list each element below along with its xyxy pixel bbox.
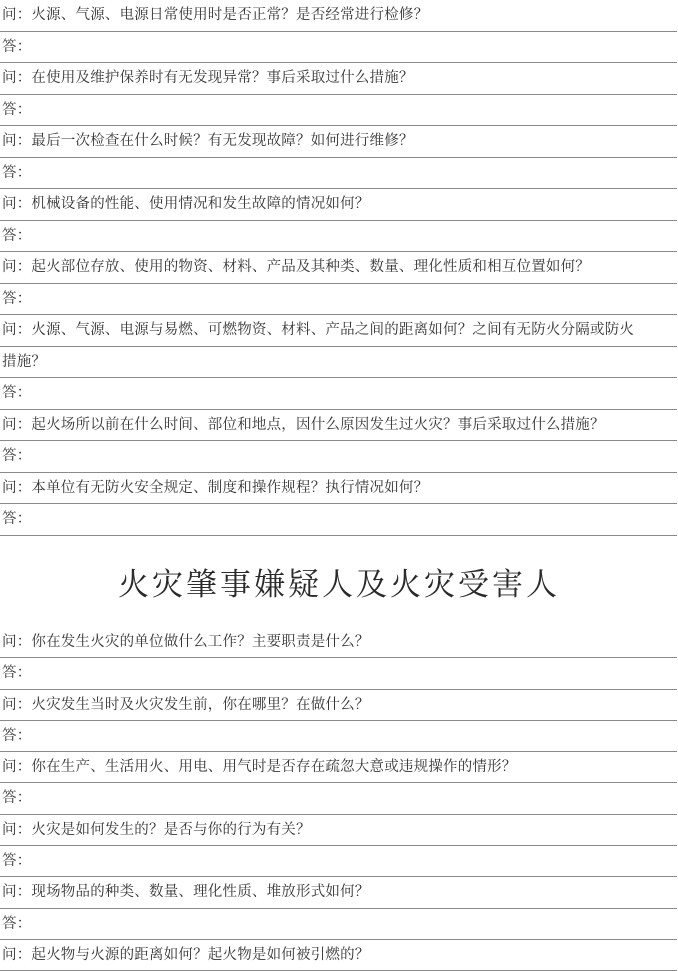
section-suspect-victim-questions bbox=[0, 627, 677, 971]
answer-row[interactable] bbox=[0, 378, 677, 410]
answer-label: 答： bbox=[2, 164, 32, 181]
answer-label: 答： bbox=[2, 727, 32, 744]
question-row bbox=[0, 877, 677, 908]
question-row bbox=[0, 815, 677, 846]
answer-row[interactable] bbox=[0, 846, 677, 877]
question-text: 机械设备的性能、使用情况和发生故障的情况如何？ bbox=[31, 196, 370, 212]
question-label: 问： bbox=[2, 322, 32, 338]
question-text: 火源、气源、电源与易燃、可燃物资、材料、产品之间的距离如何？之间有无防火分隔或防火 bbox=[31, 322, 635, 338]
question-row bbox=[0, 0, 677, 32]
answer-label: 答： bbox=[2, 290, 32, 307]
question-label: 问： bbox=[2, 884, 32, 901]
answer-label: 答： bbox=[2, 853, 32, 870]
answer-row[interactable] bbox=[0, 783, 677, 814]
answer-row[interactable] bbox=[0, 721, 677, 752]
answer-label: 答： bbox=[2, 448, 32, 464]
question-text: 在使用及维护保养时有无发现异常？事后采取过什么措施？ bbox=[31, 70, 414, 86]
question-row-continued bbox=[0, 347, 677, 379]
question-label: 问： bbox=[2, 946, 32, 963]
question-text: 你在生产、生活用火、用电、用气时是否存在疏忽大意或违规操作的情形？ bbox=[31, 759, 517, 776]
answer-label: 答： bbox=[2, 38, 32, 55]
answer-row[interactable] bbox=[0, 441, 677, 473]
question-row bbox=[0, 252, 677, 284]
answer-row[interactable] bbox=[0, 221, 677, 253]
question-text: 火灾发生当时及火灾发生前，你在哪里？在做什么？ bbox=[31, 696, 370, 713]
question-label: 问： bbox=[2, 416, 32, 433]
answer-label: 答： bbox=[2, 227, 32, 244]
question-text: 起火物与火源的距离如何？起火物是如何被引燃的？ bbox=[31, 946, 370, 963]
question-label: 问： bbox=[2, 759, 32, 776]
question-row bbox=[0, 940, 677, 971]
question-text: 最后一次检查在什么时候？有无发现故障？如何进行维修？ bbox=[31, 133, 414, 149]
answer-row[interactable] bbox=[0, 95, 677, 127]
answer-row[interactable] bbox=[0, 32, 677, 64]
question-row bbox=[0, 627, 677, 658]
answer-label: 答： bbox=[2, 915, 32, 932]
question-text: 你在发生火灾的单位做什么工作？主要职责是什么？ bbox=[31, 634, 370, 650]
question-label: 问： bbox=[2, 259, 32, 275]
answer-row[interactable] bbox=[0, 284, 677, 316]
question-label: 问： bbox=[2, 70, 32, 86]
answer-row[interactable] bbox=[0, 909, 677, 940]
answer-row[interactable] bbox=[0, 158, 677, 190]
question-text: 现场物品的种类、数量、理化性质、堆放形式如何？ bbox=[31, 884, 370, 901]
question-label: 问： bbox=[2, 696, 32, 713]
question-text-continued: 措施？ bbox=[2, 353, 47, 370]
question-label: 问： bbox=[2, 133, 32, 149]
question-text: 起火场所以前在什么时间、部位和地点，因什么原因发生过火灾？事后采取过什么措施？ bbox=[31, 416, 605, 433]
question-row bbox=[0, 315, 677, 347]
question-text: 火源、气源、电源日常使用时是否正常？是否经常进行检修？ bbox=[31, 7, 429, 23]
answer-label: 答： bbox=[2, 385, 32, 401]
question-row bbox=[0, 189, 677, 221]
answer-label: 答： bbox=[2, 511, 32, 527]
answer-label: 答： bbox=[2, 665, 32, 682]
question-label: 问： bbox=[2, 7, 32, 23]
answer-label: 答： bbox=[2, 790, 32, 807]
question-row bbox=[0, 690, 677, 721]
question-text: 本单位有无防火安全规定、制度和操作规程？执行情况如何？ bbox=[31, 479, 429, 496]
question-row bbox=[0, 126, 677, 158]
question-row bbox=[0, 752, 677, 783]
section-heading: 火灾肇事嫌疑人及火灾受害人 bbox=[118, 567, 560, 603]
question-label: 问： bbox=[2, 634, 32, 650]
answer-label: 答： bbox=[2, 101, 32, 118]
question-text: 起火部位存放、使用的物资、材料、产品及其种类、数量、理化性质和相互位置如何？ bbox=[31, 259, 591, 275]
answer-row[interactable] bbox=[0, 504, 677, 536]
question-row bbox=[0, 63, 677, 95]
question-row bbox=[0, 473, 677, 505]
question-row bbox=[0, 410, 677, 442]
question-label: 问： bbox=[2, 196, 32, 212]
question-label: 问： bbox=[2, 821, 32, 838]
question-label: 问： bbox=[2, 479, 32, 496]
question-text: 火灾是如何发生的？是否与你的行为有关？ bbox=[31, 821, 311, 838]
answer-row[interactable] bbox=[0, 658, 677, 689]
